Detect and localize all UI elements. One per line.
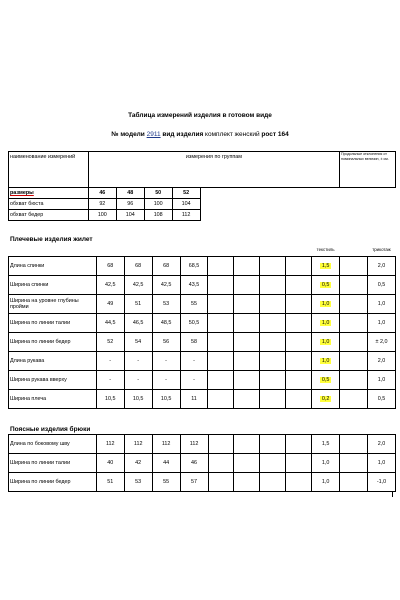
height-label: рост 164 [261, 131, 289, 138]
value-cell: 55 [152, 473, 180, 492]
row-label: Ширина по линии бедер [9, 473, 97, 492]
value-cell: 112 [124, 435, 152, 454]
textile-value: 1,0 [321, 357, 330, 364]
row-label: Ширина плеча [9, 389, 97, 408]
model-prefix: № модели [111, 131, 145, 138]
knit-cell: 0,5 [367, 275, 395, 294]
value-cell: 112 [180, 435, 208, 454]
sizes-label-cell [9, 188, 89, 199]
row-label: Длина по боковому шву [9, 435, 97, 454]
row-label: обхват бюста [9, 199, 89, 210]
knit-cell: -1,0 [367, 473, 395, 492]
value-cell: 100 [88, 210, 116, 221]
value-cell: 43,5 [180, 275, 208, 294]
knit-cell: 1,0 [367, 294, 395, 313]
textile-cell: 1,5 [312, 435, 340, 454]
value-cell: - [124, 351, 152, 370]
value-cell: 50,5 [180, 313, 208, 332]
edge-mark [392, 492, 393, 497]
textile-cell [312, 351, 340, 370]
row-label: Ширина спинки [9, 275, 97, 294]
knit-cell: 1,0 [367, 454, 395, 473]
textile-value: 0,5 [321, 281, 330, 288]
value-cell: 53 [124, 473, 152, 492]
textile-cell: 1,0 [312, 473, 340, 492]
textile-value: 1,0 [321, 338, 330, 345]
textile-value: 0,2 [321, 395, 330, 402]
tolerance-note: Продольные отклонения от номинальных величин, ± см. [340, 152, 396, 188]
value-cell: 49 [96, 294, 124, 313]
textile-value: 1,0 [321, 319, 330, 326]
value-cell: 100 [144, 199, 172, 210]
sizes-label: размеры [10, 190, 34, 196]
value-cell: 96 [116, 199, 144, 210]
value-cell: 44 [152, 454, 180, 473]
value-cell: 112 [152, 435, 180, 454]
size-cell: 46 [88, 188, 116, 199]
size-cell: 48 [116, 188, 144, 199]
row-label: Ширина по линии талии [9, 454, 97, 473]
value-cell: 10,5 [152, 389, 180, 408]
textile-value: 1,0 [321, 300, 330, 307]
value-cell: 42,5 [152, 275, 180, 294]
textile-cell: 1,0 [312, 454, 340, 473]
textile-value: 1,5 [321, 262, 330, 269]
groups-header: измерения по группам [88, 152, 339, 188]
value-cell: 53 [152, 294, 180, 313]
row-label: обхват бедер [9, 210, 89, 221]
value-cell: - [96, 370, 124, 389]
row-label: Ширина по линии талии [9, 313, 97, 332]
value-cell: 42,5 [96, 275, 124, 294]
value-cell: 40 [96, 454, 124, 473]
textile-cell [312, 294, 340, 313]
knit-cell: 2,0 [367, 435, 395, 454]
pants-section-title: Поясные изделия брюки [10, 426, 91, 433]
value-cell: - [152, 370, 180, 389]
textile-cell [312, 313, 340, 332]
value-cell: 52 [96, 332, 124, 351]
value-cell: - [124, 370, 152, 389]
value-cell: 10,5 [96, 389, 124, 408]
model-line [0, 131, 400, 138]
value-cell: - [180, 351, 208, 370]
value-cell: 44,5 [96, 313, 124, 332]
row-label: Ширина по линии бедер [9, 332, 97, 351]
textile-value: 0,5 [321, 376, 330, 383]
value-cell: 112 [172, 210, 200, 221]
size-cell: 50 [144, 188, 172, 199]
value-cell: 57 [180, 473, 208, 492]
value-cell: 11 [180, 389, 208, 408]
vest-section-title: Плечевые изделия жилет [10, 236, 93, 243]
value-cell: 108 [144, 210, 172, 221]
textile-cell [312, 332, 340, 351]
knit-cell: 2,0 [367, 256, 395, 275]
value-cell: 42,5 [124, 275, 152, 294]
knit-cell: 1,0 [367, 313, 395, 332]
knit-cell: 2,0 [367, 351, 395, 370]
knit-cell: 0,5 [367, 389, 395, 408]
value-cell: 42 [124, 454, 152, 473]
textile-cell [312, 370, 340, 389]
value-cell: - [96, 351, 124, 370]
pants-table [8, 434, 396, 492]
value-cell: 46,5 [124, 313, 152, 332]
size-cell: 52 [172, 188, 200, 199]
row-label: Ширина на уровне глубины пройми [9, 294, 97, 313]
sizes-table [8, 151, 396, 221]
value-cell: 51 [124, 294, 152, 313]
value-cell: 112 [96, 435, 124, 454]
row-label: Длина спинки [9, 256, 97, 275]
value-cell: 68 [152, 256, 180, 275]
value-cell: 68 [124, 256, 152, 275]
value-cell: 48,5 [152, 313, 180, 332]
value-cell: 56 [152, 332, 180, 351]
value-cell: 10,5 [124, 389, 152, 408]
col-knit-header: трикотаж [372, 247, 391, 253]
vest-table [8, 244, 396, 409]
value-cell: 51 [96, 473, 124, 492]
textile-cell [312, 275, 340, 294]
product-type: комплект женский [205, 131, 260, 138]
col-textile-header: текстиль [312, 244, 340, 256]
name-header: наименование измерений [9, 152, 89, 188]
knit-cell: 1,0 [367, 370, 395, 389]
row-label: Длина рукава [9, 351, 97, 370]
model-mid: вид изделия [162, 131, 204, 138]
value-cell: 54 [124, 332, 152, 351]
value-cell: 68 [96, 256, 124, 275]
value-cell: 104 [172, 199, 200, 210]
value-cell: 104 [116, 210, 144, 221]
textile-cell [312, 389, 340, 408]
value-cell: 58 [180, 332, 208, 351]
value-cell: 46 [180, 454, 208, 473]
value-cell: - [180, 370, 208, 389]
value-cell: 68,5 [180, 256, 208, 275]
model-number: 2911 [146, 131, 161, 138]
value-cell: 92 [88, 199, 116, 210]
knit-cell: ± 2,0 [367, 332, 395, 351]
document-title: Таблица измерений изделия в готовом виде [128, 112, 272, 119]
row-label: Ширина рукава вверху [9, 370, 97, 389]
textile-cell [312, 256, 340, 275]
value-cell: 55 [180, 294, 208, 313]
value-cell: - [152, 351, 180, 370]
